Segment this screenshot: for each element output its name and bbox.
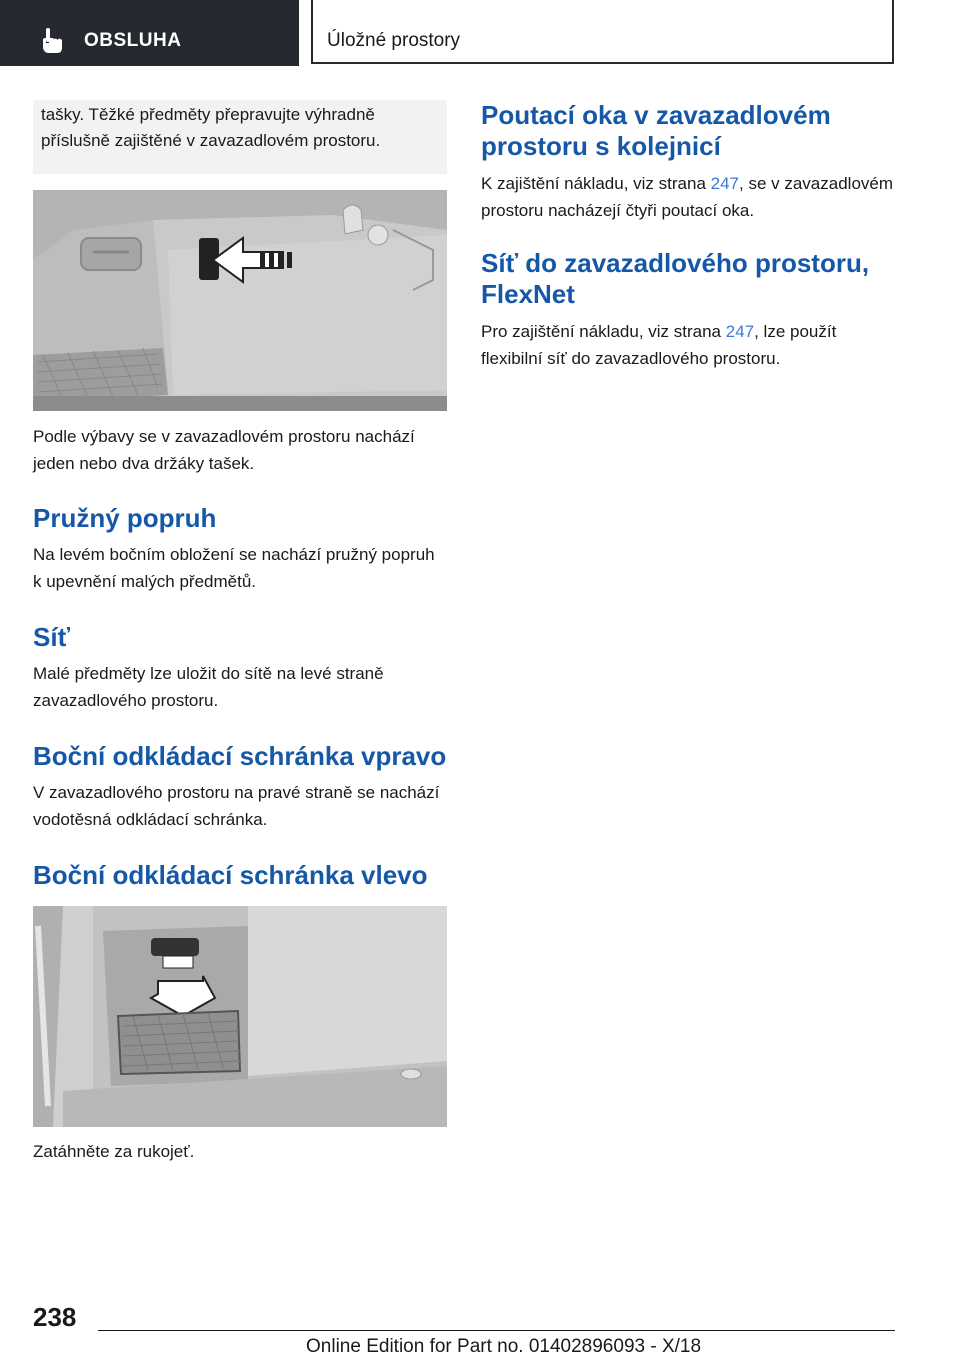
bag-holder-illustration	[33, 190, 447, 411]
footer-edition: Online Edition for Part no. 01402896093 - X/18	[306, 1336, 702, 1357]
page-link-247-flexnet[interactable]: 247	[725, 322, 755, 341]
header-section-title: OBSLUHA	[84, 30, 182, 51]
heading-elastic-strap: Pružný popruh	[33, 503, 217, 533]
paragraph-lashing-eyes-text: K zajištění nákladu, viz strana	[481, 174, 711, 193]
warning-note-continuation: tašky. Těžké předměty přepravujte výhradně příslušně zajištěné v zavazadlovém prostoru.	[33, 100, 447, 174]
right-column	[481, 100, 895, 372]
left-compartment-illustration	[33, 906, 447, 1127]
hand-pointer-icon	[40, 28, 66, 54]
paragraph-lashing-eyes-text-end: , se v zavazadlovém prostoru nacházejí čtyři poutací oka.	[481, 174, 894, 220]
paragraph-flexnet	[481, 318, 895, 372]
paragraph-flexnet-text-end: , lze použít flexibilní síť do zavazadlového prostoru.	[481, 322, 837, 368]
heading-net: Síť	[33, 622, 71, 652]
heading-lashing-eyes: Poutací oka v zavazadlovém prostoru s kolejnicí	[481, 100, 831, 161]
left-column	[33, 100, 447, 1165]
footer-divider	[98, 1330, 895, 1331]
heading-left-compartment: Boční odkládací schránka vlevo	[33, 860, 428, 890]
header-section-tab	[0, 0, 299, 66]
page-number: 238	[33, 1302, 77, 1332]
page-link-247[interactable]: 247	[710, 174, 739, 193]
header-chapter-box	[311, 0, 894, 64]
bag-holder-caption: Podle výbavy se v zavazadlovém prostoru nachází jeden nebo dva držáky tašek.	[33, 427, 415, 473]
paragraph-net: Malé předměty lze uložit do sítě na levé straně zavazadlového prostoru.	[33, 664, 384, 710]
header-chapter-title: Úložné prostory	[327, 30, 461, 51]
paragraph-right-compartment: V zavazadlového prostoru na pravé straně se nachází vodotěsná odkládací schránka.	[33, 783, 440, 829]
paragraph-elastic-strap: Na levém bočním obložení se nachází pružný popruh k upevnění malých předmětů.	[33, 545, 435, 591]
page-header	[0, 0, 960, 66]
pull-handle-caption: Zatáhněte za rukojeť.	[33, 1142, 195, 1161]
heading-flexnet: Síť do zavazadlového prostoru, FlexNet	[481, 248, 870, 309]
paragraph-lashing-eyes	[481, 170, 895, 224]
heading-right-compartment: Boční odkládací schránka vpravo	[33, 741, 447, 771]
paragraph-flexnet-text: Pro zajištění nákladu, viz strana	[481, 322, 726, 341]
